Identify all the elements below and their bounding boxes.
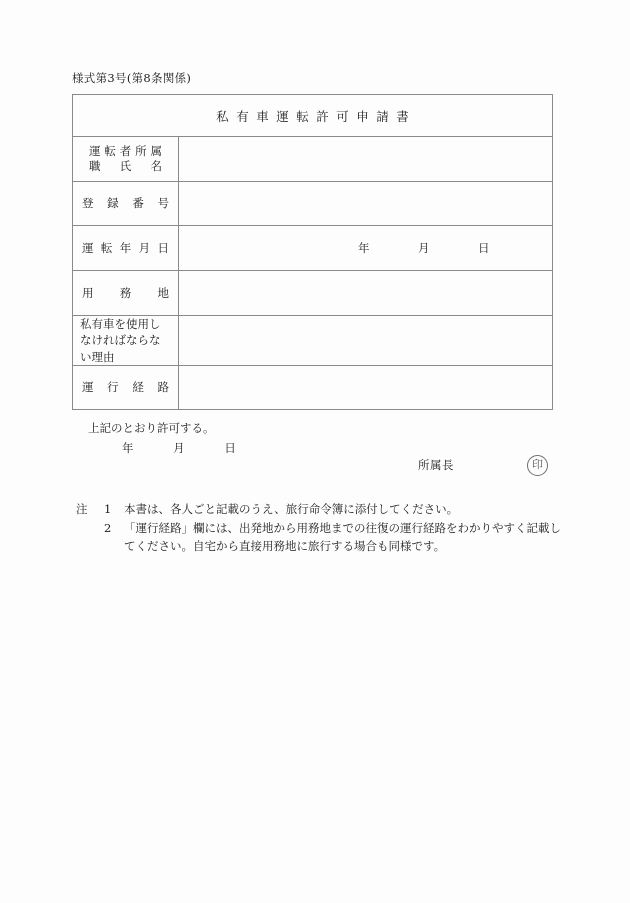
field-driving-date[interactable]	[179, 226, 553, 271]
table-row	[73, 316, 553, 366]
notes-heading: 注	[76, 502, 88, 516]
document-title: 私有車運転許可申請書	[216, 109, 417, 124]
signer-label: 所属長	[418, 458, 454, 472]
approval-statement: 上記のとおり許可する。	[88, 421, 215, 435]
label-line-2: 職 氏 名	[89, 159, 162, 173]
table-row	[73, 226, 553, 271]
field-driver-affiliation[interactable]	[179, 137, 553, 182]
field-route[interactable]	[179, 365, 553, 409]
label-reason: 私有車を使用しなければならない理由	[73, 316, 179, 366]
note-text-continued: てください。自宅から直接用務地に旅行する場合も同様です。	[124, 539, 446, 554]
note-text: 本書は、各人ごと記載のうえ、旅行命令簿に添付してください。	[124, 502, 459, 516]
date-day-marker: 日	[478, 241, 490, 255]
date-month-marker: 月	[418, 241, 430, 255]
application-form-table	[72, 94, 553, 410]
table-row	[73, 137, 553, 182]
approval-year-marker: 年	[122, 441, 134, 456]
table-row	[73, 271, 553, 316]
seal-stamp-icon: 印	[527, 455, 548, 476]
approval-day-marker: 日	[224, 441, 236, 456]
form-number: 様式第3号(第8条関係)	[72, 71, 192, 85]
note-number: 1	[104, 502, 112, 516]
label-route: 運 行 経 路	[73, 365, 179, 409]
label-registration-number: 登 録 番 号	[73, 182, 179, 226]
field-business-place[interactable]	[179, 271, 553, 316]
label-driver-affiliation	[73, 137, 179, 182]
label-driving-date: 運 転 年 月 日	[73, 226, 179, 271]
field-registration-number[interactable]	[179, 182, 553, 226]
notes-section	[76, 500, 576, 556]
approval-month-marker: 月	[173, 441, 185, 456]
field-reason[interactable]	[179, 316, 553, 366]
approval-block	[88, 418, 236, 458]
approval-date	[88, 438, 236, 458]
table-row	[73, 365, 553, 409]
label-line-1: 運 転 者 所 属	[89, 144, 162, 159]
note-item	[76, 500, 576, 519]
note-number: 2	[104, 520, 112, 535]
document-title-cell	[73, 95, 553, 137]
note-text: 「運行経路」欄には、出発地から用務地までの往復の運行経路をわかりやすく記載し	[124, 520, 561, 535]
date-year-marker: 年	[358, 241, 370, 255]
label-business-place: 用 務 地	[73, 271, 179, 316]
table-row-title	[73, 95, 553, 137]
note-item	[76, 519, 576, 538]
table-row	[73, 182, 553, 226]
